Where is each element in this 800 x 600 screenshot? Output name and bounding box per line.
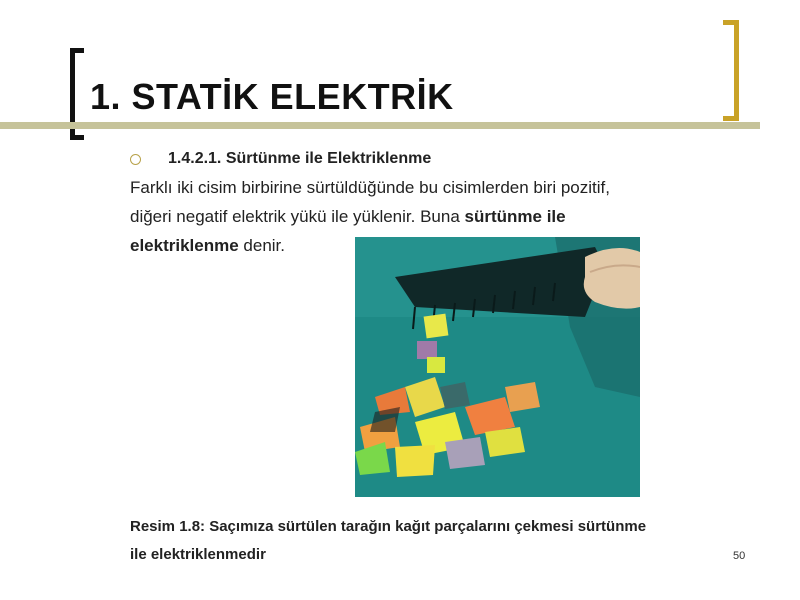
bullet-circle-icon [130, 154, 141, 165]
title-underline [0, 122, 760, 129]
paragraph-text: diğeri negatif elektrik yükü ile yüklenir. Buna [130, 207, 465, 226]
figure-caption-line-1 [130, 518, 646, 535]
bold-term: sürtünme ile [464, 207, 566, 226]
caption-text: ile elektriklenmedir [130, 546, 266, 563]
paragraph-line-3 [130, 236, 285, 256]
slide-title: 1. STATİK ELEKTRİK [90, 76, 454, 117]
caption-text: Saçımıza sürtülen tarağın kağıt parçalarını çekmesi sürtünme [205, 518, 647, 535]
caption-label: Resim 1.8: [130, 518, 206, 535]
paragraph-line-1 [130, 178, 610, 198]
bold-term: elektriklenme [130, 236, 239, 255]
photo-illustration [355, 237, 640, 497]
paragraph-line-2 [130, 207, 566, 227]
section-subheading: 1.4.2.1. Sürtünme ile Elektriklenme [168, 150, 432, 167]
figure-caption-line-2 [130, 546, 266, 563]
right-bracket-decoration [723, 20, 739, 121]
page-number: 50 [733, 550, 746, 562]
comb-paper-photo [355, 237, 640, 497]
paragraph-text: Farklı iki cisim birbirine sürtüldüğünde bu cisimlerden biri pozitif, [130, 178, 610, 197]
paragraph-text: denir. [238, 236, 285, 255]
